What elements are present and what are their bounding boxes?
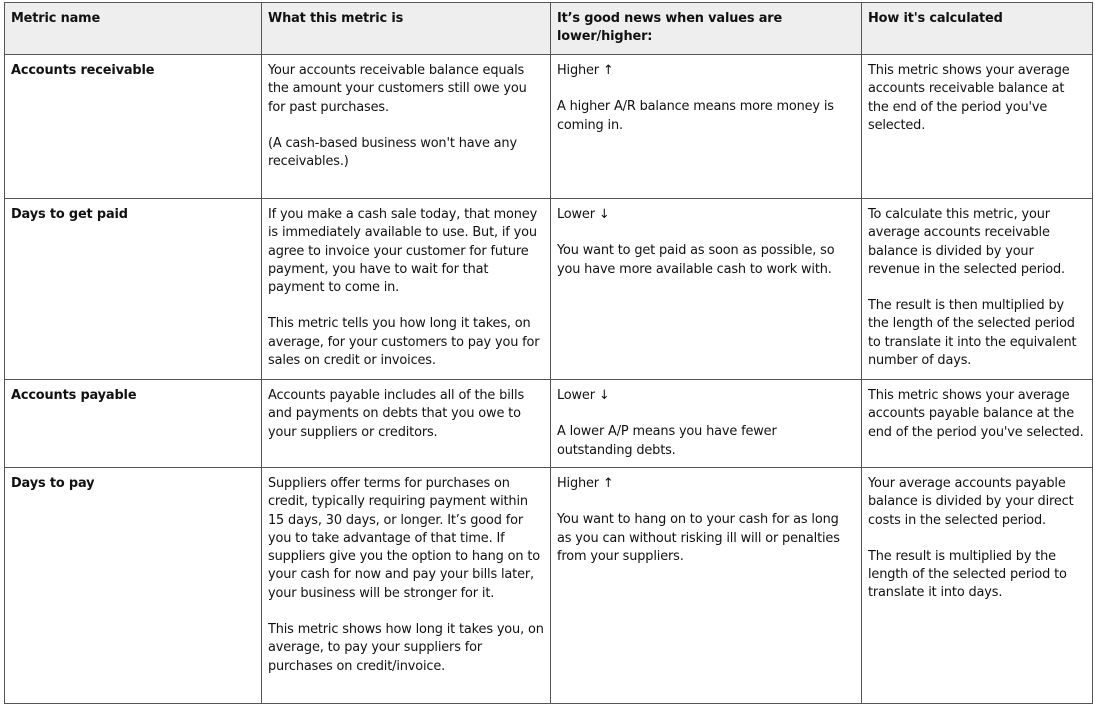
table-row: [5, 55, 1093, 199]
description-paragraph: This metric tells you how long it takes, on average, for your customers to pay you for sales on credit or invoices.: [268, 316, 540, 369]
metric-description-cell: [262, 380, 551, 468]
metric-name-cell: Accounts receivable: [5, 55, 262, 199]
calculation-cell: [862, 468, 1093, 704]
calculation-paragraph: To calculate this metric, your average accounts receivable balance is divided by your revenue in the selected period.: [868, 207, 1065, 277]
direction-explanation: You want to get paid as soon as possible, so you have more available cash to work with.: [557, 243, 835, 277]
metric-name-cell: Days to get paid: [5, 199, 262, 380]
description-paragraph: If you make a cash sale today, that money is immediately available to use. But, if you agree to invoice your customer for future payment, you have to wait for that payment to come in.: [268, 207, 538, 296]
table-row: [5, 199, 1093, 380]
metric-description-cell: [262, 199, 551, 380]
direction-explanation: A lower A/P means you have fewer outstanding debts.: [557, 424, 777, 458]
description-paragraph: Your accounts receivable balance equals the amount your customers still owe you for past purchases.: [268, 63, 527, 115]
calculation-paragraph: The result is then multiplied by the length of the selected period to translate it into the equivalent number of days.: [868, 298, 1077, 369]
metric-name-cell: Accounts payable: [5, 380, 262, 468]
calculation-cell: [862, 55, 1093, 199]
direction-indicator: Higher ↑: [557, 63, 614, 78]
metric-description-cell: [262, 468, 551, 704]
header-what-this-metric-is: What this metric is: [262, 3, 551, 55]
metrics-table: [4, 2, 1093, 704]
description-paragraph: Accounts payable includes all of the bills and payments on debts that you owe to your suppliers or creditors.: [268, 388, 525, 440]
calculation-cell: [862, 380, 1093, 468]
header-good-news-direction: It’s good news when values are lower/higher:: [551, 3, 862, 55]
good-news-cell: [551, 380, 862, 468]
table-row: [5, 468, 1093, 704]
calculation-paragraph: This metric shows your average accounts receivable balance at the end of the period you've selected.: [868, 63, 1070, 133]
metric-description-cell: [262, 55, 551, 199]
calculation-paragraph: Your average accounts payable balance is divided by your direct costs in the selected period.: [868, 476, 1074, 528]
good-news-cell: [551, 199, 862, 380]
direction-explanation: You want to hang on to your cash for as long as you can without risking ill will or penalties from your suppliers.: [557, 512, 840, 564]
header-how-calculated: How it's calculated: [862, 3, 1093, 55]
header-row: [5, 3, 1093, 55]
direction-indicator: Lower ↓: [557, 207, 610, 222]
description-paragraph: This metric shows how long it takes you, on average, to pay your suppliers for purchases on credit/invoice.: [268, 622, 544, 674]
metric-name-cell: Days to pay: [5, 468, 262, 704]
good-news-cell: [551, 468, 862, 704]
calculation-paragraph: The result is multiplied by the length of the selected period to translate it into days.: [868, 548, 1067, 601]
calculation-paragraph: This metric shows your average accounts payable balance at the end of the period you've selected.: [868, 388, 1084, 440]
direction-indicator: Lower ↓: [557, 388, 610, 403]
description-paragraph: (A cash-based business won't have any receivables.): [268, 135, 517, 170]
good-news-cell: [551, 55, 862, 199]
direction-explanation: A higher A/R balance means more money is coming in.: [557, 99, 834, 133]
description-paragraph: Suppliers offer terms for purchases on credit, typically requiring payment within 15 days, 30 days, or longer. It’s good for you to take advantage of that time. If suppliers give you the option to hang on to your cash for now and pay your bills later, your business will be stronger for it.: [268, 476, 540, 601]
table-row: [5, 380, 1093, 468]
calculation-cell: [862, 199, 1093, 380]
direction-indicator: Higher ↑: [557, 476, 614, 491]
header-metric-name: Metric name: [5, 3, 262, 55]
